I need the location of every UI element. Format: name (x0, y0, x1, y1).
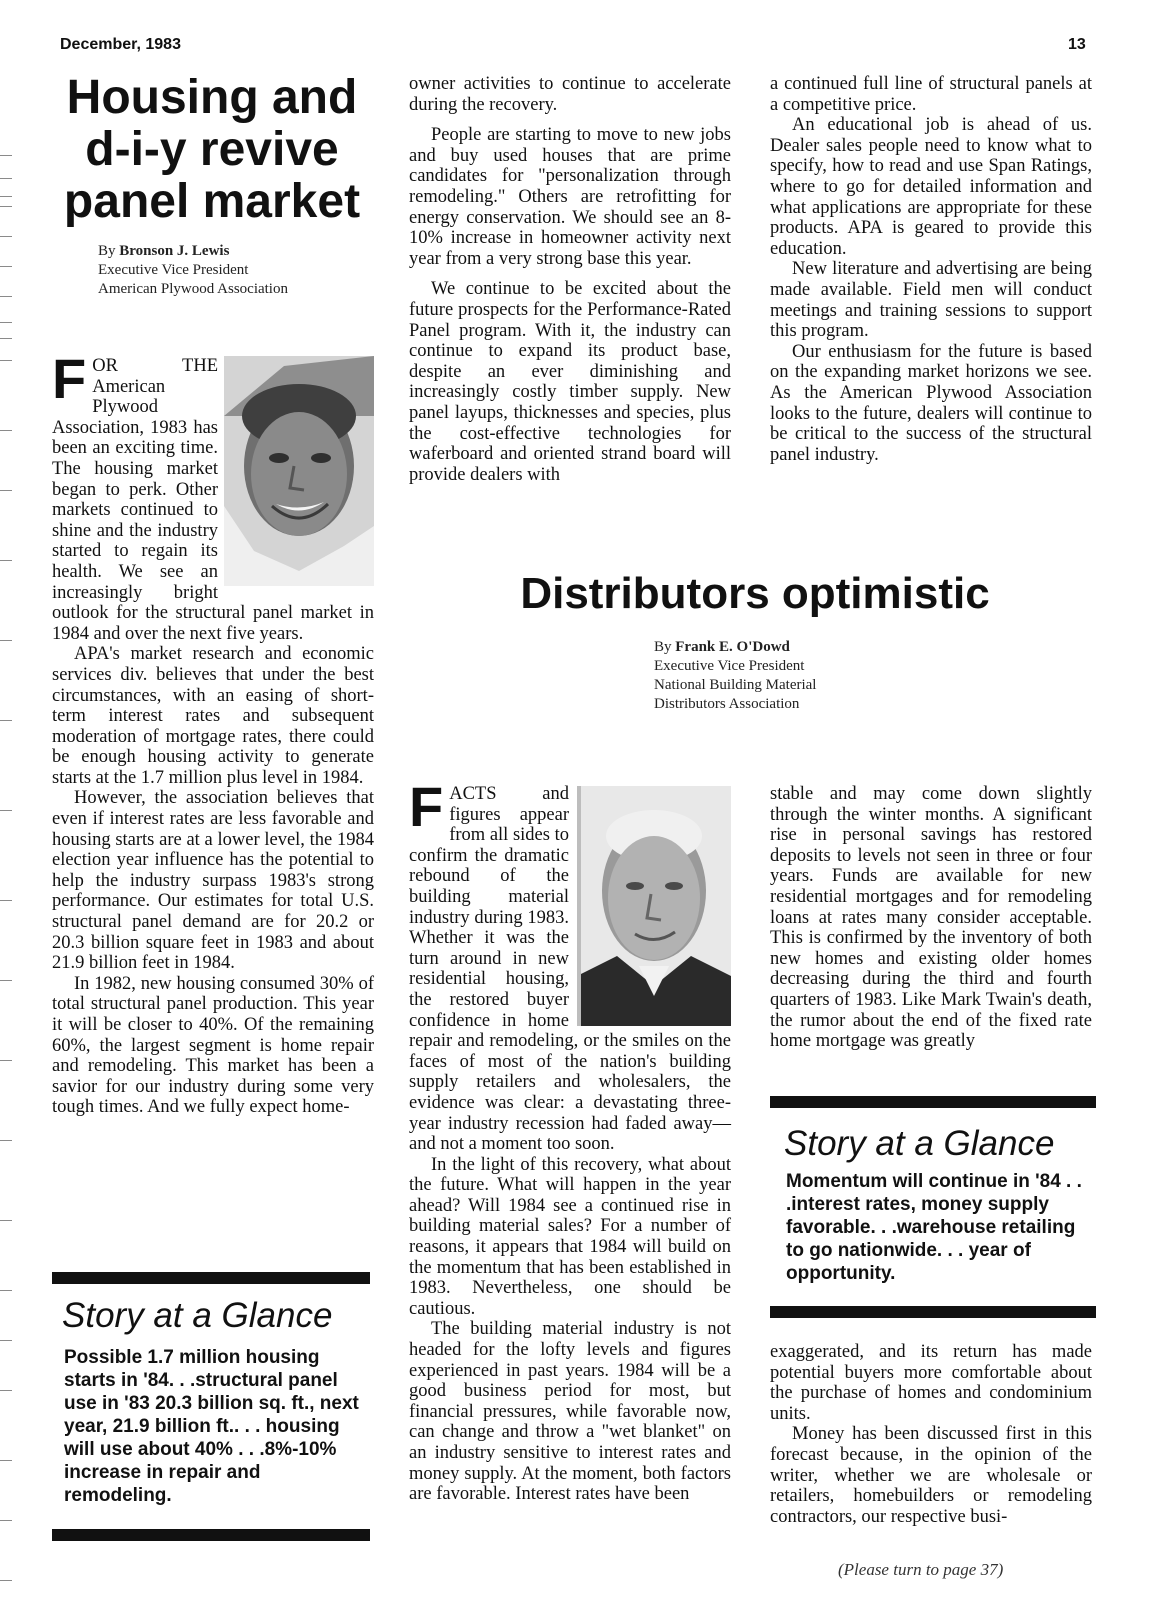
glance1-text: Possible 1.7 million housing starts in '84. . .structural panel use in '83 20.3 billion sq. ft., next year, 21.9 billion ft.. . . housing will use about 40% . . .8%-10% increase in repair and remodeling. (64, 1347, 359, 1506)
article1-paragraph-4: In 1982, new housing consumed 30% of total structural panel production. This year it will be closer to 40%. Of the remaining 60%, the largest segment is home repair and remodeling. This market has been a savior for our industry during some very tough times. And we fully expect home- (52, 973, 374, 1118)
article2-lead-text: ACTS and figures appear from all sides to confirm the dramatic rebound of the building material industry during 1983. Whether it was the turn around in new residential housing, the restored buyer confidence in home repair and remodeling, or the smiles on the faces of most of the nation's building supply retailers and wholesalers, the evidence was clear: a devastating three-year industry recession had faded away—and not a moment too soon. (409, 784, 731, 1155)
headline-line-2: d-i-y revive (85, 123, 339, 176)
article2-column-2 (409, 775, 731, 1505)
dropcap-f-2: F (409, 775, 444, 838)
article1-paragraph-3: However, the association believes that even if interest rates are less favorable and housing starts are at a lower level, the 1984 election year influence has the potential to help the industry surpass 1983's strong performance. Our estimates for total U.S. structural panel demand are for 20.2 or 20.3 billion square feet in 1983 and about 21.9 billion feet in 1984. (52, 788, 374, 974)
article1-byline (98, 242, 368, 299)
article1-col2-paragraph-2: People are starting to move to new jobs and buy used houses that are prime candidates for "personalization through remodeling." Others are retrofitting for energy conservation. We should see an 8-10% increase in homeowner activity next year from a very strong base this year. (409, 125, 731, 269)
author2-org-line-2: Distributors Association (654, 696, 800, 712)
continued-note: (Please turn to page 37) (838, 1560, 1004, 1579)
byline2-prefix: By (654, 639, 676, 655)
article2-column-3-top (770, 784, 1092, 1052)
article1-col2-paragraph-3: We continue to be excited about the future prospects for the Performance-Rated Panel program. With it, the industry can continue to expand its product base, despite an ever diminishing and increasingly costly timber supply. New panel layups, thicknesses and species, plus the cost-effective technologies for waferboard and oriented strand board will provide dealers with (409, 279, 731, 485)
article1-col3-continuation: a continued full line of structural panels at a competitive price. (770, 74, 1092, 115)
glance1-title: Story at a Glance (62, 1296, 333, 1335)
portrait-lewis-svg (224, 356, 374, 586)
page-number: 13 (1068, 36, 1086, 53)
article2-paragraph-2: In the light of this recovery, what about the future. What will happen in the year ahead? Will 1984 see a continued rise in building material sales? For a number of reasons, it appears that 1984 will build on the momentum that has been established in 1983. Nevertheless, one should be cautious. (409, 1154, 731, 1319)
article1-col2-continuation: owner activities to continue to accelerate during the recovery. (409, 74, 731, 115)
author2-org-line-1: National Building Material (654, 677, 817, 693)
byline-author-line (98, 242, 368, 261)
article1-paragraph-2: APA's market research and economic services div. believes that under the best circumstances, with an easing of short-term interest rates and subsequent moderation of mortgage rates, there could be enough housing activity to generate starts at the 1.7 million plus level in 1984. (52, 644, 374, 788)
article1-column-1 (52, 347, 374, 1118)
dropcap-f: F (52, 347, 87, 410)
article2-col3-bottom-paragraph-2: Money has been discussed first in this forecast because, in the opinion of the writer, whether we are wholesale or retailers, homebuilders or remodeling contractors, our respective busi- (770, 1424, 1092, 1527)
portrait-odowd-svg (577, 786, 731, 1026)
author-photo-lewis (224, 356, 374, 586)
author-org: American Plywood Association (98, 281, 288, 297)
article1-headline (52, 72, 372, 228)
article1-lead-text: OR THE American Plywood Association, 1983 has been an exciting time. The housing market began to perk. Other markets continued to shine and the industry started to regain its health. We see an increasingly bright outlook for the structural panel market in 1984 and over the next five years. (52, 356, 374, 644)
author2-title: Executive Vice President (654, 658, 805, 674)
byline2-author-line (654, 638, 894, 657)
glance2-bottom-rule (770, 1306, 1096, 1318)
glance2-title: Story at a Glance (784, 1124, 1055, 1163)
author-title: Executive Vice President (98, 262, 249, 278)
article2-byline (654, 638, 894, 714)
margin-ticks (0, 0, 14, 1606)
article1-column-2 (409, 74, 731, 485)
glance1-bottom-rule (52, 1529, 370, 1541)
article1-col3-paragraph-3: New literature and advertising are being made available. Field men will conduct meetings and training sessions to support this program. (770, 259, 1092, 342)
byline-prefix: By (98, 243, 120, 259)
article2-headline: Distributors optimistic (520, 569, 990, 618)
article2-col3-bottom-paragraph-1: exaggerated, and its return has made potential buyers more comfortable about the purchase of homes and condominium units. (770, 1342, 1092, 1424)
article2-column-3-bottom (770, 1342, 1092, 1527)
article2-paragraph-3: The building material industry is not headed for the lofty levels and figures experienced in past years. 1984 will be a good business period for most, but financial pressures, while favorable now, can change and throw a "wet blanket" on an industry sensitive to interest rates and money supply. At the moment, both factors are favorable. Interest rates have been (409, 1319, 731, 1505)
author-photo-odowd (577, 786, 731, 1026)
author2-name: Frank E. O'Dowd (675, 639, 790, 655)
article1-col3-paragraph-4: Our enthusiasm for the future is based on the expanding market horizons we see. As the American Plywood Association looks to the future, dealers will continue to be critical to the success of the structural panel industry. (770, 341, 1092, 465)
glance2-text: Momentum will continue in '84 . . .interest rates, money supply favorable. . .warehouse retailing to go nationwide. . . year of opportunity. (786, 1171, 1082, 1284)
article2-col3-top-text: stable and may come down slightly through the winter months. A significant rise in personal savings has restored deposits to levels not seen in three or four years. Funds are available for new residential mortgages and for remodeling loans at rates many consider acceptable. This is confirmed by the inventory of both new homes and existing older homes decreasing during the third and fourth quarters of 1983. Like Mark Twain's death, the rumor about the end of the fixed rate home mortgage was greatly (770, 784, 1092, 1052)
glance1-top-rule (52, 1272, 370, 1284)
page-date: December, 1983 (60, 36, 181, 53)
author-name: Bronson J. Lewis (119, 243, 230, 259)
article1-col3-paragraph-2: An educational job is ahead of us. Dealer sales people need to know what to specify, how to read and use Span Ratings, where to go for detailed information and what applications are appropriate for these products. APA is geared to provide this education. (770, 115, 1092, 259)
glance2-top-rule (770, 1096, 1096, 1108)
headline-line-1: Housing and (66, 71, 358, 124)
headline-line-3: panel market (63, 175, 361, 228)
article1-column-3 (770, 74, 1092, 465)
